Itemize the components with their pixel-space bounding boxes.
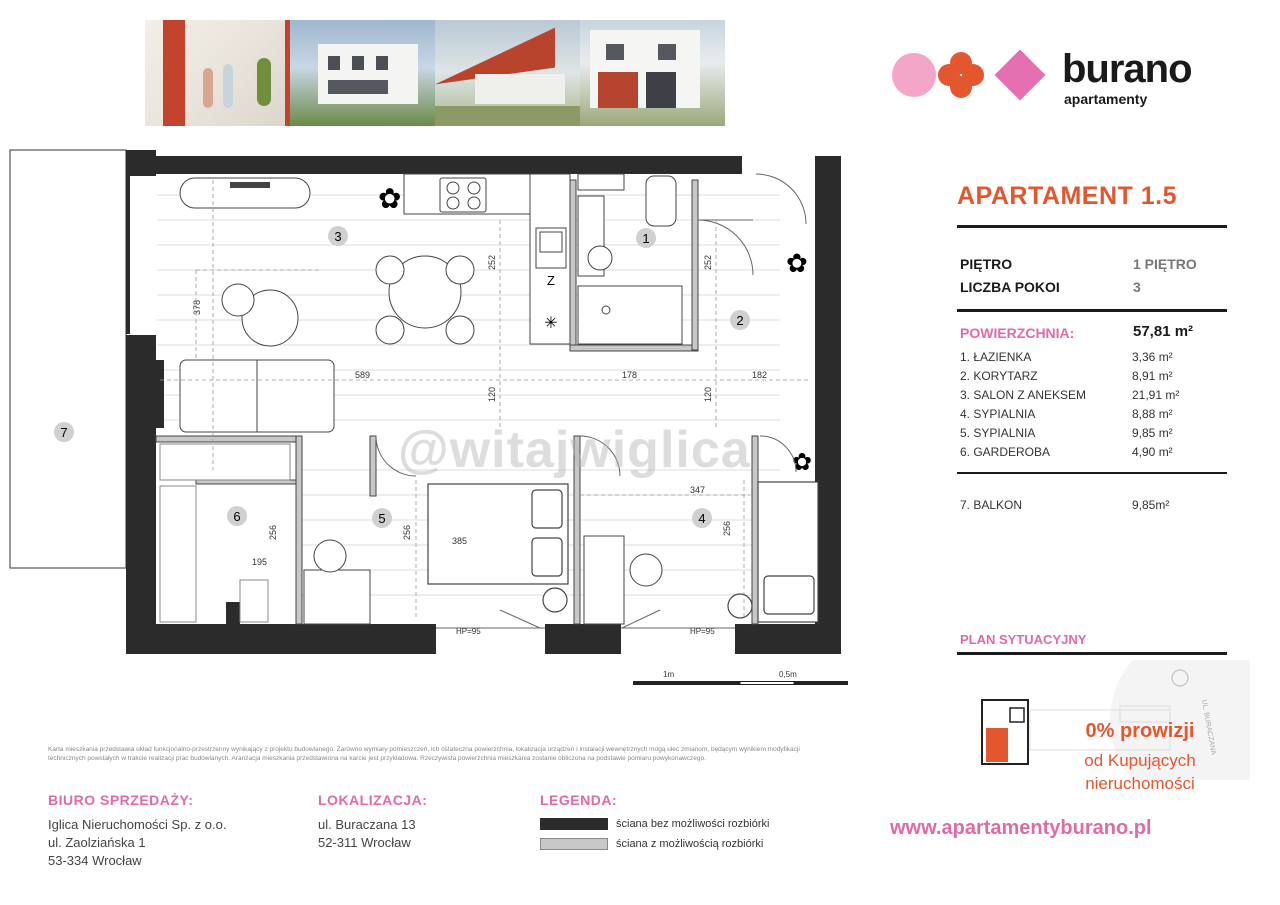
scale-label-05m: 0,5m xyxy=(779,670,797,679)
legend-item: ściana z możliwością rozbiórki xyxy=(540,834,769,854)
dim-378: 378 xyxy=(192,299,202,315)
street-label: UL. BURACZANA xyxy=(1200,699,1217,756)
bathroom-fixtures xyxy=(578,174,682,344)
balcony-area xyxy=(10,150,126,568)
dim-178: 178 xyxy=(622,370,638,380)
legend-block xyxy=(540,792,769,854)
dim-347: 347 xyxy=(690,485,706,495)
bed-room-5 xyxy=(428,484,568,612)
location-line: 52-311 Wrocław xyxy=(318,835,411,850)
fridge-label: Z xyxy=(547,273,555,288)
dim-385: 385 xyxy=(452,536,468,546)
room-badge-2 xyxy=(730,310,750,330)
svg-text:7: 7 xyxy=(60,425,68,440)
website-link[interactable]: www.apartamentyburano.pl xyxy=(890,817,1152,839)
location-heading: LOKALIZACJA: xyxy=(318,792,428,808)
room-row: 5. SYPIALNIA 9,85 m² xyxy=(960,426,1173,440)
office-line: 53-334 Wrocław xyxy=(48,853,142,868)
coffee-table xyxy=(222,284,298,346)
room-row: 2. KORYTARZ 8,91 m² xyxy=(960,369,1173,383)
room-row: 1. ŁAZIENKA 3,36 m² xyxy=(960,350,1173,364)
divider-3 xyxy=(957,472,1227,474)
disclaimer: Karta mieszkania przedstawia układ funkcjonalno-przestrzenny wynikający z projektu budowlanego. Zarówno wymiary pomieszczeń, ich ostateczna powierzchnia, lokalizacja urządzeń i instalacji wewnętrznych mogą ulec zmianom, będącym wynikiem modyfikacji technicznych powstałych w trakcie realizacji prac budowlanych. Aranżacja mieszkania przedstawiona na karcie jest przykładowa. Rzeczywista powierzchnia mieszkania zostanie obliczona na podstawie pomiaru powykonawczego. xyxy=(48,746,800,762)
watermark-text: @witajwiglica xyxy=(398,421,751,479)
bed-room-4 xyxy=(728,482,818,622)
area-label: POWIERZCHNIA: xyxy=(960,325,1075,341)
dim-252-b: 252 xyxy=(703,254,713,270)
room-row: 4. SYPIALNIA 8,88 m² xyxy=(960,407,1173,421)
desk-room-4 xyxy=(584,536,662,624)
room-badge-5 xyxy=(372,508,392,528)
office-heading: BIURO SPRZEDAŻY: xyxy=(48,792,194,808)
divider-2 xyxy=(957,309,1227,312)
site-plan-heading: PLAN SYTUACYJNY xyxy=(960,632,1087,647)
divider-1 xyxy=(957,225,1227,228)
divider-4 xyxy=(957,652,1227,655)
dim-589: 589 xyxy=(355,370,371,380)
logo-wordmark: burano xyxy=(1062,47,1192,91)
scale-label-1m: 1m xyxy=(663,670,675,679)
room-list xyxy=(960,348,1220,462)
svg-text:6: 6 xyxy=(233,509,241,524)
desk-room-5 xyxy=(304,540,370,624)
floor-value: 1 PIĘTRO xyxy=(1133,256,1197,272)
burano-logo xyxy=(890,45,1240,115)
dining-table xyxy=(376,256,474,344)
office-block xyxy=(48,792,226,870)
svg-text:3: 3 xyxy=(334,229,342,244)
photo-courtyard xyxy=(435,20,580,126)
dim-195: 195 xyxy=(252,557,268,567)
location-line: ul. Buraczana 13 xyxy=(318,817,416,832)
plant-icon-2: ✿ xyxy=(786,248,808,278)
plant-icon-3: ✿ xyxy=(792,449,813,476)
office-line: ul. Zaolziańska 1 xyxy=(48,835,146,850)
dim-120-a: 120 xyxy=(487,386,497,402)
freezer-icon: ✳ xyxy=(544,315,558,332)
room-row: 6. GARDEROBA 4,90 m² xyxy=(960,445,1173,459)
location-block xyxy=(318,792,427,852)
dim-182: 182 xyxy=(752,370,768,380)
dim-252-a: 252 xyxy=(487,254,497,270)
legend-heading: LEGENDA: xyxy=(540,792,618,808)
apartment-title: APARTAMENT 1.5 xyxy=(957,182,1177,210)
promo-main: 0% prowizji xyxy=(1085,720,1195,742)
svg-text:1: 1 xyxy=(642,231,650,246)
balcony-row: 7. BALKON 9,85m² xyxy=(960,498,1170,512)
area-total: 57,81 m² xyxy=(1133,323,1194,340)
promo-line-2: nieruchomości xyxy=(1085,774,1195,793)
logo-subtitle: apartamenty xyxy=(1064,91,1148,107)
floor-label: PIĘTRO xyxy=(960,256,1013,272)
logo-mark-icon xyxy=(890,49,1060,109)
rooms-label: LICZBA POKOI xyxy=(960,279,1060,295)
hp-label-2: HP=95 xyxy=(690,627,715,636)
room-badge-4 xyxy=(692,508,712,528)
sofa xyxy=(180,360,334,432)
hero-photo-strip xyxy=(145,20,725,126)
dim-256-a: 256 xyxy=(268,524,278,540)
svg-text:5: 5 xyxy=(378,511,386,526)
tv-icon xyxy=(230,182,270,188)
dim-256-b: 256 xyxy=(402,524,412,540)
promo-block xyxy=(1060,720,1220,795)
svg-text:2: 2 xyxy=(736,313,744,328)
hp-label-1: HP=95 xyxy=(456,627,481,636)
photo-building-exterior xyxy=(290,20,435,126)
dim-120-b: 120 xyxy=(703,386,713,402)
photo-interior-hall xyxy=(145,20,290,126)
room-row: 3. SALON Z ANEKSEM 21,91 m² xyxy=(960,388,1180,402)
room-badge-6 xyxy=(227,506,247,526)
room-badge-7 xyxy=(54,422,74,442)
promo-line-1: od Kupujących xyxy=(1084,751,1196,770)
room-badge-1 xyxy=(636,228,656,248)
floor-plan xyxy=(0,140,860,665)
office-line: Iglica Nieruchomości Sp. z o.o. xyxy=(48,817,227,832)
rooms-value: 3 xyxy=(1133,279,1141,295)
legend-swatch-light xyxy=(540,838,608,850)
plant-icon: ✿ xyxy=(378,183,402,214)
room-badge-3 xyxy=(328,226,348,246)
legend-item: ściana bez możliwości rozbiórki xyxy=(540,814,769,834)
svg-text:4: 4 xyxy=(698,511,706,526)
photo-house-facade xyxy=(580,20,725,126)
dim-256-c: 256 xyxy=(722,520,732,536)
legend-swatch-solid xyxy=(540,818,608,830)
